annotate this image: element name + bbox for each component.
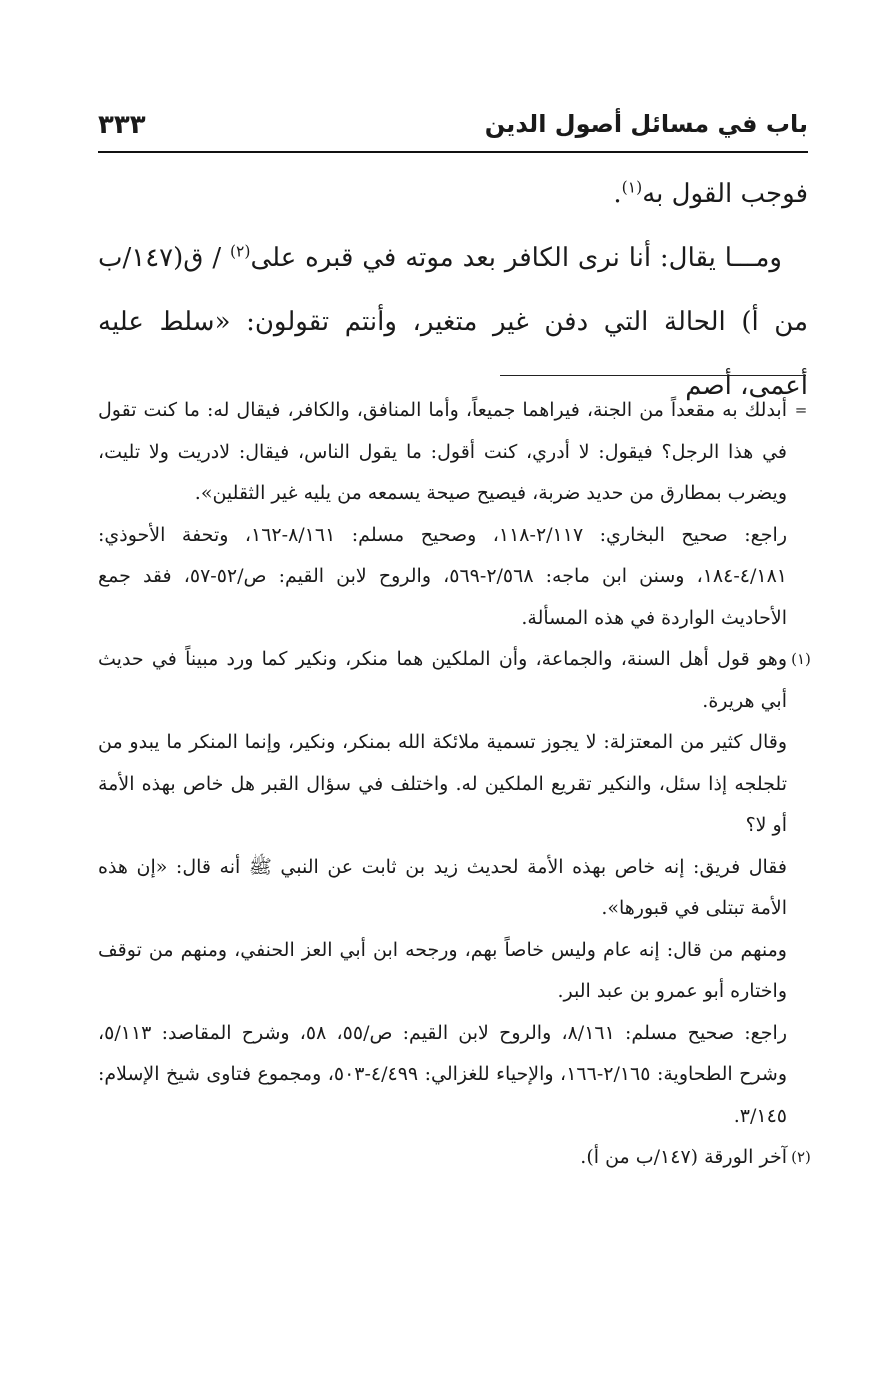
main-text-segment: . [613, 179, 622, 209]
footnote-text: فقال فريق: إنه خاص بهذه الأمة لحديث زيد بن ثابت عن النبي ﷺ أنه قال: «إن هذه الأمة تبتلى في قبورها». [98, 855, 787, 919]
header-divider [98, 151, 808, 153]
footnote-text: وهو قول أهل السنة، والجماعة، وأن الملكين هما منكر، ونكير كما ورد مبيناً في حديث أبي هريرة. [98, 648, 787, 712]
footnote-paragraph [98, 639, 813, 722]
main-paragraph [98, 162, 808, 226]
footnote-paragraph [98, 847, 813, 930]
footnote-paragraph [98, 1013, 813, 1138]
main-text [98, 162, 808, 418]
running-title: باب في مسائل أصول الدين [484, 110, 808, 138]
footnote-number: (١) [791, 650, 811, 668]
footnote-paragraph [98, 930, 813, 1013]
footnote-paragraph [98, 515, 813, 640]
footnote-text: آخر الورقة (١٤٧/ب من أ). [580, 1146, 787, 1168]
footnote-paragraph [98, 722, 813, 847]
footnote-ref: (٢) [229, 242, 251, 261]
main-text-segment: ومـــا يقال: أنا نرى الكافر بعد موته في قبره على [250, 243, 782, 273]
footnotes [98, 390, 813, 1179]
footnote-paragraph [98, 390, 813, 515]
footnote-text: وقال كثير من المعتزلة: لا يجوز تسمية ملائكة الله بمنكر، ونكير، وإنما المنكر ما يبدو من تلجلجه إذا سئل، والنكير تقريع الملكين له. واختلف في سؤال القبر هل خاص بهذه الأمة أو لا؟ [98, 731, 787, 836]
footnote-paragraph [98, 1137, 813, 1179]
footnote-divider [500, 375, 806, 376]
main-text-segment: / ق(١٤٧/ب من أ) الحالة التي دفن غير متغير، وأنتم تقولون: «سلط عليه أعمى، أصم [98, 243, 808, 401]
footnote-text: أبدلك به مقعداً من الجنة، فيراهما جميعاً، وأما المنافق، والكافر، فيقال له: ما كنت تقول في هذا الرجل؟ فيقول: لا أدري، كنت أقول: ما يقول الناس، فيقال: لادريت ولا تليت، ويضرب بمطارق من حديد ضربة، فيصيح صيحة يسمعه من يليه غير الثقلين». [98, 399, 787, 504]
main-text-segment: فوجب القول به [642, 179, 808, 209]
footnote-text: راجع: صحيح البخاري: ٢/١١٧-١١٨، وصحيح مسلم: ٨/١٦١-١٦٢، وتحفة الأحوذي: ٤/١٨١-١٨٤، وسنن ابن ماجه: ٢/٥٦٨-٥٦٩، والروح لابن القيم: ص/٥٢-٥٧، فقد جمع الأحاديث الواردة في هذه المسألة. [98, 523, 787, 629]
footnote-ref: (١) [621, 178, 643, 197]
footnote-number: (٢) [791, 1148, 811, 1166]
continuation-mark: = [794, 401, 808, 419]
footnote-text: ومنهم من قال: إنه عام وليس خاصاً بهم، ورجحه ابن أبي العز الحنفي، ومنهم من توقف واختاره أبو عمرو بن عبد البر. [98, 938, 787, 1002]
page-header [98, 110, 808, 150]
footnote-text: راجع: صحيح مسلم: ٨/١٦١، والروح لابن القيم: ص/٥٥، ٥٨، وشرح المقاصد: ٥/١١٣، وشرح الطحاوية: ٢/١٦٥-١٦٦، والإحياء للغزالي: ٤/٤٩٩-٥٠٣، ومجموع فتاوى شيخ الإسلام: ٣/١٤٥. [98, 1021, 788, 1127]
page-number: ٣٣٣ [98, 110, 146, 140]
